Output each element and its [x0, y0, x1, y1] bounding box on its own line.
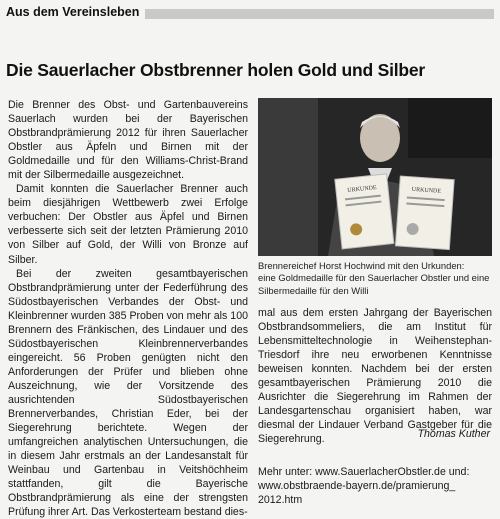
more-info-link[interactable]: www.obstbraende-bayern.de/pramierung_: [258, 480, 456, 492]
paragraph-2: Damit konnten die Sauerlacher Brenner auch beim diesjährigen Wettbewerb zwei Erfolge verbuchen: Der Obstler aus Äpfel und Birnen verbesserte sich seit der letzten Prämierung 2010 von Silber auf Gold, der Willi von Bronze auf Silber.: [8, 183, 248, 266]
paragraph-4: mal aus dem ersten Jahrgang der Bayerischen Obstbrandsommeliers, die am Institut für Lebensmitteltechnologie in Weihenstephan-Triesdorf ihre neu erworbenen Kenntnisse beweisen konnten. Nachdem bei der ersten gesamtbayerischen Prämierung 2010 die Ausrichter die Siegerehrung im Rahmen der Landesgartenschau organisiert haben, war diesmal der Lindauer Verband Gastgeber für die Siegerehrung.: [258, 307, 492, 446]
more-info-line: 2012.htm: [258, 494, 303, 506]
article-author: Thomas Kuther: [417, 428, 490, 440]
more-info: [258, 465, 492, 507]
caption-line: eine Goldmedaille für den Sauerlacher Obstler und eine: [258, 272, 490, 284]
certificate-2-title: URKUNDE: [411, 186, 442, 195]
caption-line: Brennereichef Horst Hochwind mit den Urkunden:: [258, 260, 465, 271]
section-title: Aus dem Vereinsleben: [6, 5, 145, 19]
article-photo: [258, 98, 492, 256]
article-headline: Die Sauerlacher Obstbrenner holen Gold und Silber: [6, 60, 426, 80]
certificate-1-title: URKUNDE: [347, 185, 377, 195]
photo-illustration: [258, 98, 492, 256]
article-left-column: [8, 98, 248, 519]
caption-line: Silbermedaille für den Willi: [258, 284, 369, 296]
article-right-column: [258, 306, 492, 446]
section-header: [6, 4, 494, 22]
more-info-line: Mehr unter: www.SauerlacherObstler.de und:: [258, 466, 470, 478]
photo-caption: [258, 260, 494, 297]
paragraph-3: Bei der zweiten gesamtbayerischen Obstbrandprämierung unter der Federführung des Südostbayerischen Verbandes der Obst- und Kleinbrenner wurden 385 Proben von mehr als 100 Brennern des Fränkischen, des Lindauer und des Südostbayerischen Kleinbrennerverbandes eingereicht. 56 Proben genügten nicht den Anforderungen der Prüfer und blieben ohne Auszeichnung, wie der Vorsitzende des ausrichtenden Südostbayerischen Brennerverbandes, Christian Eder, bei der Siegerehrung berichtete. Wegen der umfangreichen analytischen Untersuchungen, die in diesem Jahr erstmals an der Landesanstalt für Weinbau und Gartenbau in Veitshöchheim stattfanden, gilt die Bayerische Obstbrandprämierung als eine der strengsten Prüfung ihrer Art. Das Verkosterteam bestand dies-: [8, 267, 248, 519]
paragraph-1: Die Brenner des Obst- und Gartenbauvereins Sauerlach wurden bei der Bayerischen Obstbrandprämierung 2012 für ihren Sauerlacher Obstler aus Äpfeln und Birnen mit der Goldmedaille und für den Williams-Christ-Brand mit der Silbermedaille ausgezeichnet.: [8, 99, 248, 182]
